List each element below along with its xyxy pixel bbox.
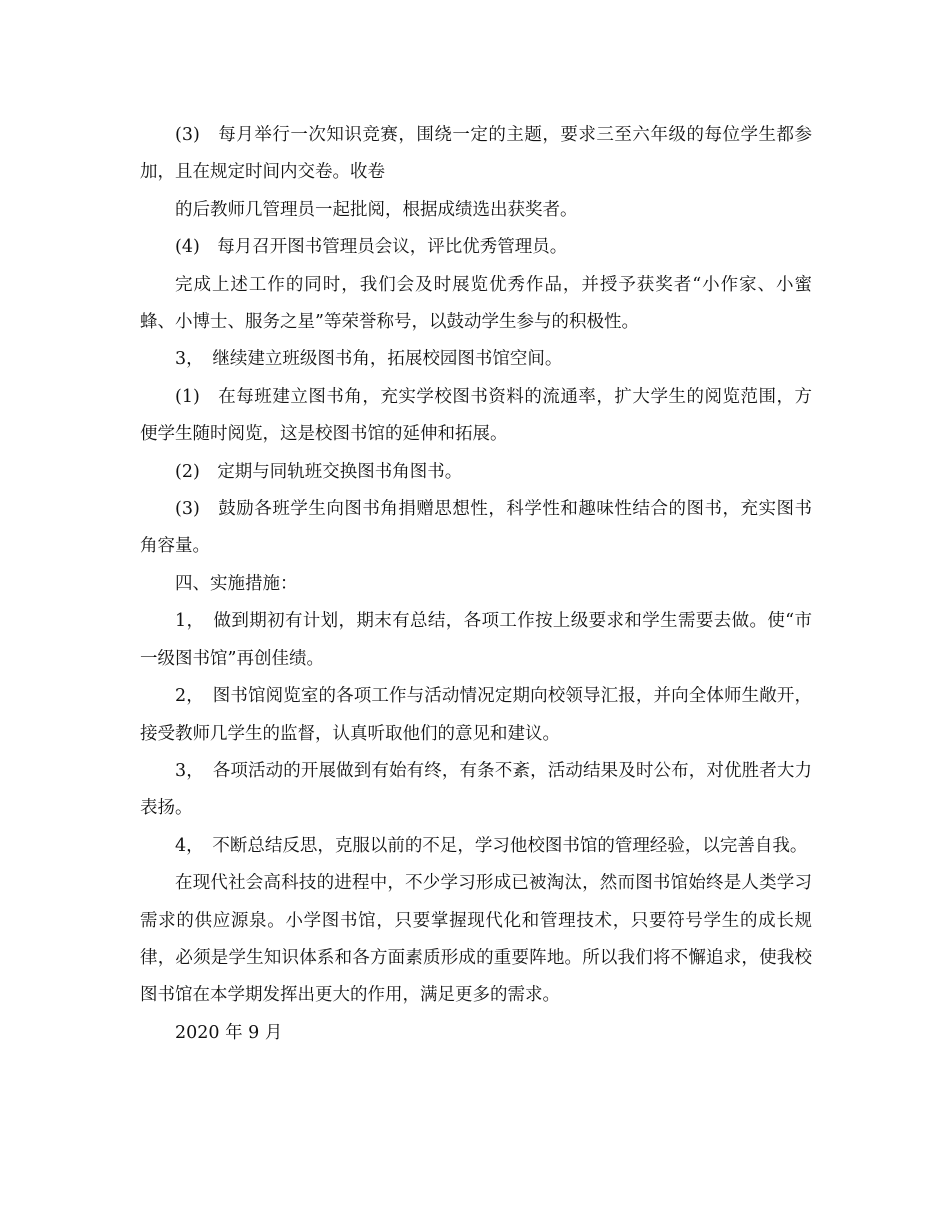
paragraph-section-3-heading: 3， 继续建立班级图书角，拓展校园图书馆空间。 [175, 349, 563, 370]
paragraph-grading: 的后教师几管理员一起批阅，根据成绩选出获奖者。 [175, 199, 578, 220]
paragraph-conclusion: 在现代社会高科技的进程中，不少学习形成已被淘汰，然而图书馆始终是人类学习需求的供应源泉。小学图书馆，只要掌握现代化和管理技术，只要符号学生的成长规律，必须是学生知识体系和各方面素质形成的重要阵地。所以我们将不懈追求，使我校图书馆在本学期发挥出更大的作用，满足更多的需求。 [140, 873, 812, 1006]
document-date: 2020 年 9 月 [175, 1022, 283, 1043]
paragraph-book-donation: (3) 鼓励各班学生向图书角捐赠思想性，科学性和趣味性结合的图书，充实图书角容量。 [140, 499, 812, 557]
paragraph-measure-4: 4， 不断总结反思，克服以前的不足，学习他校图书馆的管理经验，以完善自我。 [175, 835, 808, 856]
paragraph-measure-2: 2， 图书馆阅览室的各项工作与活动情况定期向校领导汇报，并向全体师生敞开，接受教师几学生的监督，认真听取他们的意见和建议。 [140, 686, 812, 744]
paragraph-measure-3: 3， 各项活动的开展做到有始有终，有条不紊，活动结果及时公布，对优胜者大力表扬。 [140, 760, 812, 819]
paragraph-item-3-quiz: (3) 每月举行一次知识竞赛，围绕一定的主题，要求三至六年级的每位学生都参加，且在规定时间内交卷。收卷 [140, 125, 812, 183]
paragraph-class-library-corner: (1) 在每班建立图书角，充实学校图书资料的流通率，扩大学生的阅览范围，方便学生随时阅览，这是校图书馆的延伸和拓展。 [140, 386, 812, 445]
paragraph-measure-1: 1， 做到期初有计划，期末有总结，各项工作按上级要求和学生需要去做。使“市一级图书馆”再创佳绩。 [140, 611, 812, 669]
section-heading-measures: 四、实施措施： [175, 573, 298, 594]
paragraph-book-exchange: (2) 定期与同轨班交换图书角图书。 [175, 461, 463, 482]
paragraph-exhibition: 完成上述工作的同时，我们会及时展览优秀作品，并授予获奖者“小作家、小蜜蜂、小博士、服务之星”等荣誉称号，以鼓动学生参与的积极性。 [140, 274, 812, 333]
document-body [140, 117, 812, 1052]
paragraph-item-4-meeting: (4) 每月召开图书管理员会议，评比优秀管理员。 [175, 237, 568, 258]
